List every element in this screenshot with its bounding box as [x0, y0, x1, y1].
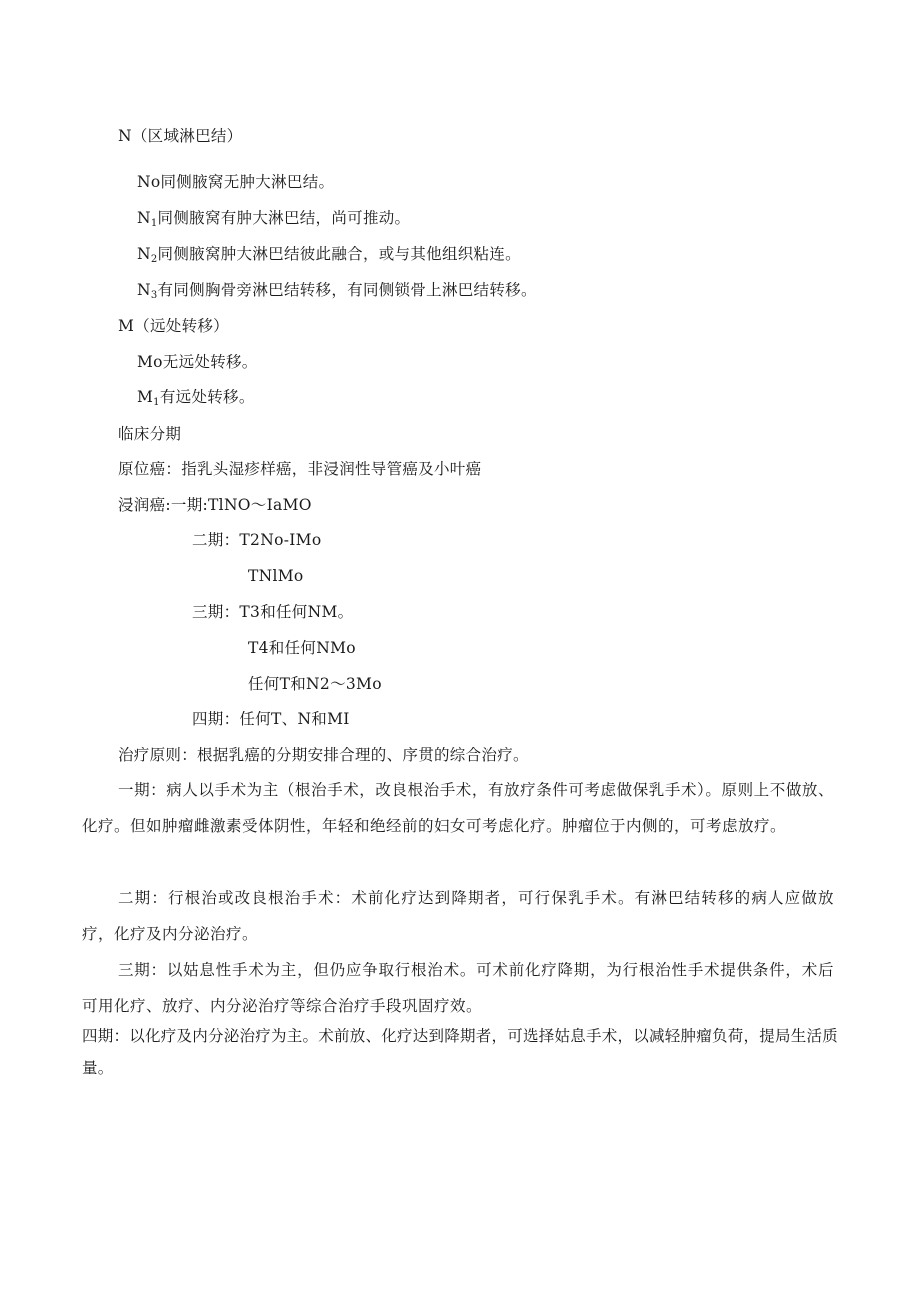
stage2-line-b: TNlMo: [248, 567, 304, 585]
staging-heading: 临床分期: [118, 425, 182, 443]
n3-sub: 3: [150, 290, 158, 301]
invasive-stage1-line: 浸润癌:一期:TlNO～IaMO: [118, 496, 312, 514]
m1-item: [137, 387, 255, 407]
treatment-stage1: 一期：病人以手术为主（根治手术，改良根治手术，有放疗条件可考虑做保乳手术）。原则上不做放、化疗。但如肿瘤雌激素受体阴性，年轻和绝经前的妇女可考虑化疗。肿瘤位于内侧的，可考虑放疗。: [82, 781, 834, 835]
stage3-line-a: 三期：T3和任何NM。: [192, 603, 354, 621]
n0-item: [137, 172, 334, 192]
n3-item: [137, 280, 537, 300]
m0-item: [137, 352, 258, 372]
treatment-principle: 治疗原则：根据乳癌的分期安排合理的、序贯的综合治疗。: [118, 746, 529, 764]
n1-sub: 1: [150, 218, 158, 229]
n1-item: [137, 208, 410, 228]
treatment-stage2: 二期：行根治或改良根治手术：术前化疗达到降期者，可行保乳手术。有淋巴结转移的病人应做放疗，化疗及内分泌治疗。: [82, 889, 834, 943]
m-heading: M（远处转移）: [118, 317, 229, 335]
n-heading: N（区域淋巴结）: [118, 127, 243, 145]
treatment-stage3: 三期：以姑息性手术为主，但仍应争取行根治术。可术前化疗降期，为行根治性手术提供条件，术后可用化疗、放疗、内分泌治疗等综合治疗手段巩固疗效。: [82, 961, 834, 1015]
stage4-line: 四期：任何T、N和MI: [192, 710, 350, 728]
n1-text: 同侧腋窝有肿大淋巴结，尚可推动。: [157, 209, 411, 227]
stage3-line-c: 任何T和N2～3Mo: [248, 675, 382, 693]
n0-text: No同侧腋窝无肿大淋巴结。: [137, 173, 335, 191]
stage3-line-b: T4和任何NMo: [248, 639, 356, 657]
m1-sub: 1: [153, 397, 160, 408]
stage2-line-a: 二期：T2No-IMo: [192, 531, 322, 549]
m1-text: 有远处转移。: [159, 388, 255, 406]
n2-text: 同侧腋窝肿大淋巴结彼此融合，或与其他组织粘连。: [157, 245, 521, 263]
n3-letter: N: [137, 281, 151, 299]
n3-text: 有同侧胸骨旁淋巴结转移，有同侧锁骨上淋巴结转移。: [157, 281, 537, 299]
n2-sub: 2: [150, 254, 158, 265]
treatment-stage4: 四期：以化疗及内分泌治疗为主。术前放、化疗达到降期者，可选择姑息手术，以减轻肿瘤负荷，提局生活质量。: [82, 1027, 838, 1077]
n2-item: [137, 244, 521, 264]
m0-text: Mo无远处转移。: [137, 353, 258, 371]
n2-letter: N: [137, 245, 151, 263]
n1-letter: N: [137, 209, 151, 227]
in-situ-line: 原位癌：指乳头湿疹样癌，非浸润性导管癌及小叶癌: [118, 460, 482, 478]
m1-letter: M: [137, 388, 154, 406]
